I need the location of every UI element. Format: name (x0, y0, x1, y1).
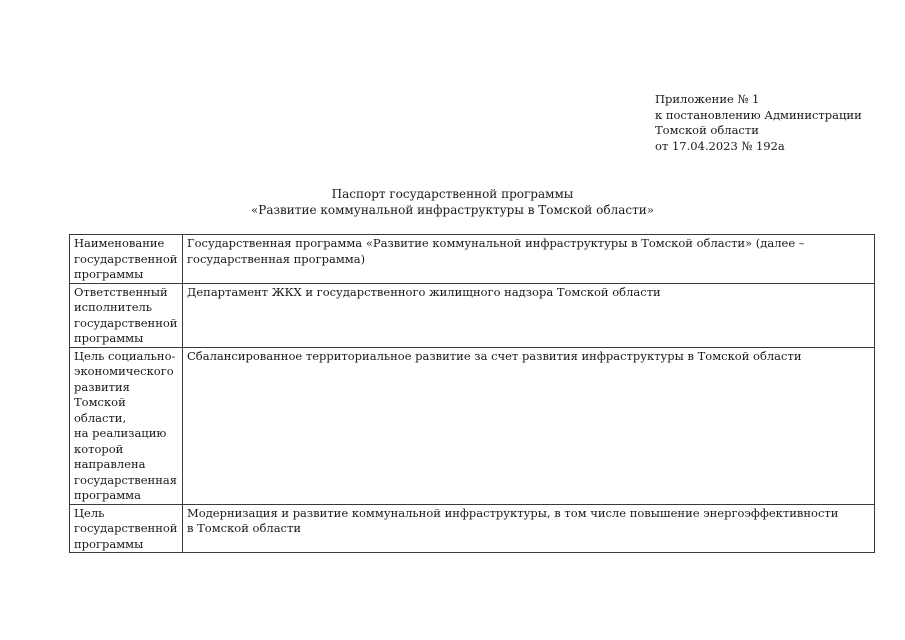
row-value-cell (183, 504, 875, 553)
row-label-cell (70, 347, 183, 504)
row-label: Наименование государственной программы (74, 236, 178, 281)
row-label: Цель государственной программы (74, 505, 178, 551)
row-value: Сбалансированное территориальное развитие за счет развития инфраструктуры в Томской области (187, 348, 802, 363)
row-value-cell (183, 347, 875, 504)
table-row (70, 347, 875, 504)
row-value-cell (183, 283, 875, 347)
title-line-2: «Развитие коммунальной инфраструктуры в Томской области» (250, 203, 655, 217)
row-value: Государственная программа «Развитие коммунальной инфраструктуры в Томской области» (далее – государственная программа) (187, 236, 805, 266)
appendix-date-number: от 17.04.2023 № 192а (655, 138, 785, 153)
row-value-cell (183, 235, 875, 284)
table-row (70, 235, 875, 284)
row-label: Цель социально- экономического развития Томской области, на реализацию которой направлена государственная программа (74, 348, 177, 502)
title-line-1: Паспорт государственной программы (331, 187, 574, 201)
table-row (70, 504, 875, 553)
appendix-region: Томской области (655, 123, 759, 137)
row-label: Ответственный исполнитель государственной программы (74, 284, 178, 345)
row-label-cell (70, 504, 183, 553)
row-label-cell (70, 283, 183, 347)
appendix-resolution-ref: к постановлению Администрации (655, 107, 862, 122)
row-value: Департамент ЖКХ и государственного жилищного надзора Томской области (187, 284, 661, 299)
table-row (70, 283, 875, 347)
appendix-number: Приложение № 1 (655, 92, 760, 106)
program-passport-table (69, 234, 875, 553)
document-title (0, 186, 905, 218)
row-value: Модернизация и развитие коммунальной инфраструктуры, в том числе повышение энергоэффективности в Томской области (187, 505, 839, 535)
row-label-cell (70, 235, 183, 284)
appendix-block (655, 92, 862, 154)
